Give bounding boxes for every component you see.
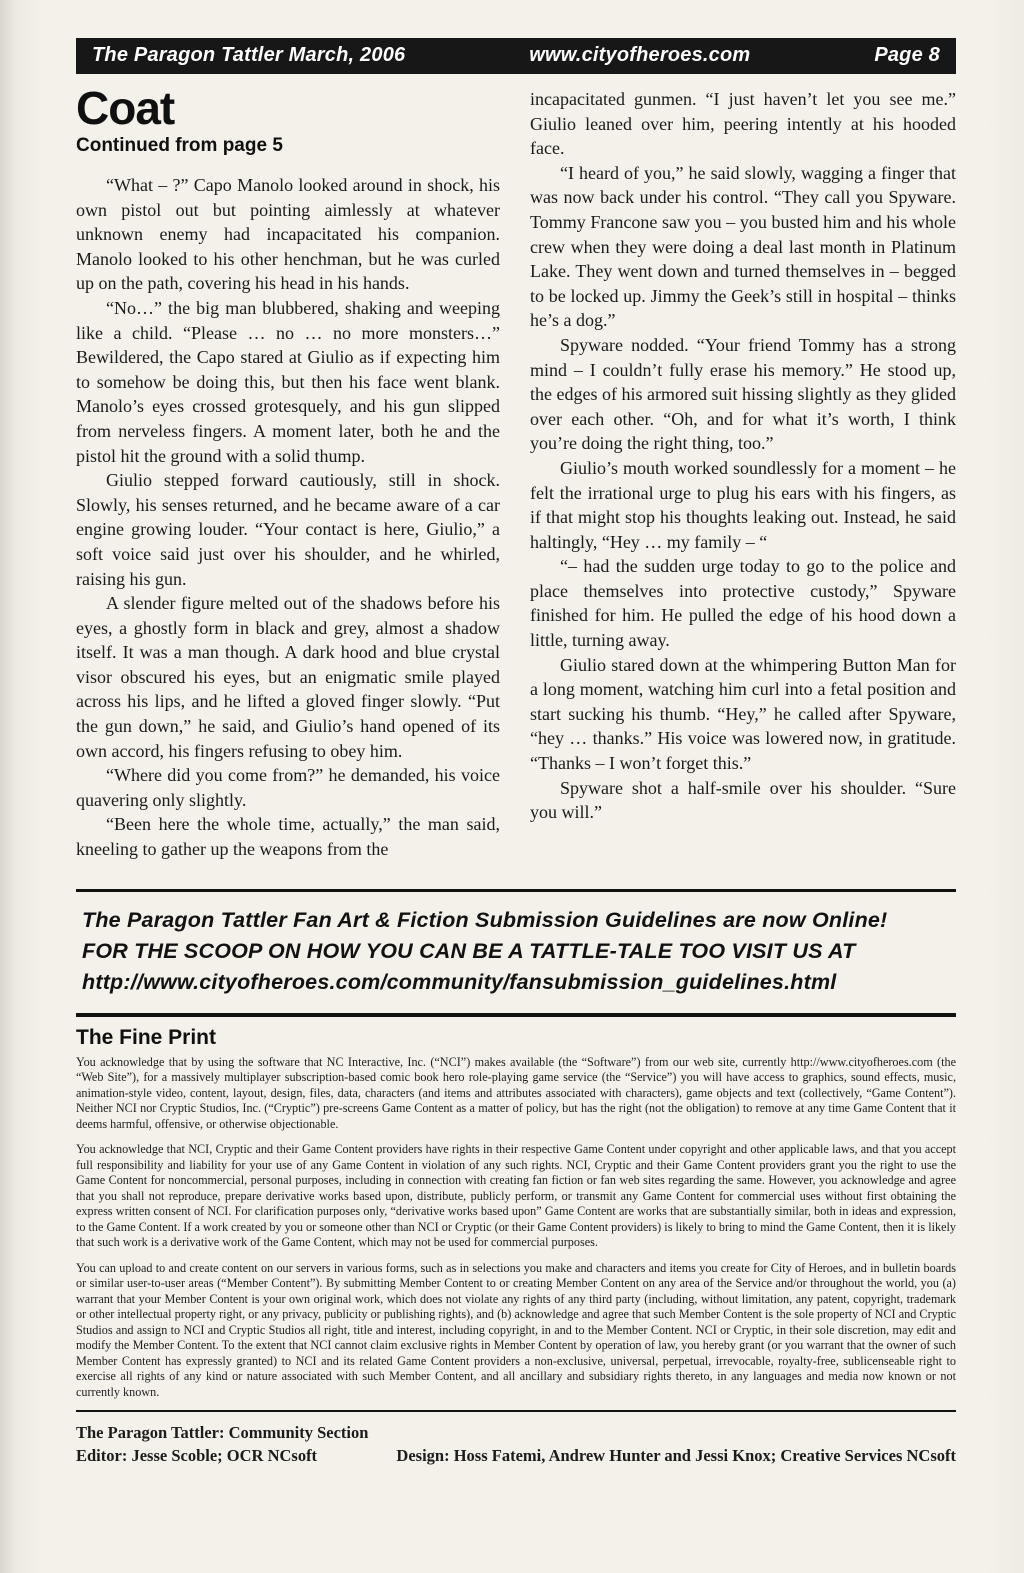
story-paragraph: Spyware shot a half-smile over his shoulder. “Sure you will.”: [530, 777, 956, 823]
fine-print-paragraph: You acknowledge that NCI, Cryptic and their Game Content providers have rights in their respective Game Content under copyright and other applicable laws, and that you accept full responsibility and liability for your use of any Game Content in violation of any such rights. NCI, Cryptic and their Game Content providers grant you the right to use the Game Content for noncommercial, personal purposes, including in connection with creating fan fiction or fan web sites regarding the same. However, you acknowledge and agree that you shall not reproduce, prepare derivative works based upon, distribute, publicly perform, or transmit any Game Content for commercial uses without first obtaining the express written consent of NCI. For clarification purposes only, “derivative works based upon” Game Content are works that are substantially similar, both in ideas and expression, to the Game Content. If a work created by you or someone other than NCI or Cryptic (or their Game Content providers) is likely to bring to mind the Game Content, then it is likely that such work is a derivative work of the Game Content, which may not be used for commercial purposes.: [76, 1142, 956, 1250]
story-paragraph: “What – ?” Capo Manolo looked around in shock, his own pistol out but pointing aimlessly at whatever unknown enemy had incapacitated his companion. Manolo looked to his other henchman, but he was curled up on the path, covering his head in his hands.: [76, 175, 500, 294]
footer-editor-credit: Editor: Jesse Scoble; OCR NCsoft: [76, 1446, 318, 1466]
story-paragraph: Giulio’s mouth worked soundlessly for a moment – he felt the irrational urge to plug his ears with his fingers, as if that might stop his thoughts leaking out. Instead, he said haltingly, “Hey … my family – “: [530, 457, 956, 552]
story-paragraph: “Been here the whole time, actually,” the man said, kneeling to gather up the weapons from the: [76, 814, 500, 860]
banner-line: http://www.cityofheroes.com/community/fansubmission_guidelines.html: [82, 969, 837, 994]
footer-section-title: The Paragon Tattler: Community Section: [76, 1423, 369, 1443]
story-paragraph: Spyware nodded. “Your friend Tommy has a strong mind – I couldn’t fully erase his memory.” He stood up, the edges of his armored suit hissing slightly as they glided over each other. “Oh, and for what it’s worth, I think you’re doing the right thing, too.”: [530, 334, 956, 454]
article-title: Coat: [76, 82, 175, 134]
submission-guidelines-banner: [76, 889, 956, 1017]
story-left-paragraphs: [76, 173, 500, 862]
story-paragraph: Giulio stared down at the whimpering Button Man for a long moment, watching him curl into a fetal position and start sucking his thumb. “Hey,” he called after Spyware, “hey … thanks.” His voice was lowered now, in gratitude. “Thanks – I won’t forget this.”: [530, 654, 956, 774]
story-paragraph: incapacitated gunmen. “I just haven’t let you see me.” Giulio leaned over him, peering intently at his hooded face.: [530, 89, 956, 159]
article-subtitle: Continued from page 5: [76, 135, 283, 156]
banner-line: FOR THE SCOOP ON HOW YOU CAN BE A TATTLE-TALE TOO VISIT US AT: [82, 938, 856, 963]
story-paragraph: “No…” the big man blubbered, shaking and weeping like a child. “Please … no … no more monsters…” Bewildered, the Capo stared at Giulio as if expecting him to somehow be doing this, but then his face went blank. Manolo’s eyes crossed grotesquely, and his gun slipped from nerveless fingers. A moment later, both he and the pistol hit the ground with a solid thump.: [76, 297, 500, 466]
story-paragraph: “I heard of you,” he said slowly, wagging a finger that was now back under his control. “They call you Spyware. Tommy Francone saw you – you busted him and his whole crew when they were doing a deal last month in Platinum Lake. They went down and turned themselves in – begged to be locked up. Jimmy the Geek’s still in hospital – thinks he’s a dog.”: [530, 162, 956, 331]
story-column-right: [530, 85, 956, 862]
fine-print-section: [76, 1025, 956, 1401]
masthead-bar: [76, 38, 956, 74]
page-footer: [76, 1410, 956, 1467]
story-paragraph: A slender figure melted out of the shadows before his eyes, a ghostly form in black and grey, almost a shadow itself. It was a man though. A dark hood and blue crystal visor obscured his eyes, but an enigmatic smile played across his lips, and he lifted a gloved finger slowly. “Put the gun down,” he said, and Giulio’s hand opened of its own accord, his fingers refusing to obey him.: [76, 593, 500, 761]
fine-print-paragraph: You can upload to and create content on our servers in various forms, such as in selections you make and characters and items you create for City of Heroes, and in bulletin boards or similar user-to-user areas (“Member Content”). By submitting Member Content to or creating Member Content on any area of the Service and/or throughout the world, you (a) warrant that your Member Content is your own original work, which does not violate any rights of any third party (including, without limitation, any patent, copyright, trademark or other intellectual property right, or any privacy, publicity or publishing rights), and (b) acknowledge and agree that such Member Content is the sole property of NCI and Cryptic Studios and assign to NCI and Cryptic Studios all right, title and interest, including copyright, in and to the Member Content. NCI or Cryptic, in their sole discretion, may edit and modify the Member Content. To the extent that NCI cannot claim exclusive rights in Member Content by operation of law, you hereby grant (or you warrant that the owner of such Member Content has expressly granted) to NCI and its related Game Content providers a non-exclusive, universal, perpetual, irrevocable, royalty-free, sublicenseable right to exercise all rights of any kind or nature associated with such Member Content, and all ancillary and subsidiary rights thereto, in any languages and media now known or not currently known.: [76, 1260, 956, 1399]
story-columns: [76, 82, 956, 862]
banner-line: The Paragon Tattler Fan Art & Fiction Submission Guidelines are now Online!: [82, 907, 888, 932]
masthead-url: www.cityofheroes.com: [529, 44, 751, 66]
story-paragraph: Giulio stepped forward cautiously, still in shock. Slowly, his senses returned, and he became aware of a car engine growing louder. “Your contact is here, Giulio,” a soft voice said just over his shoulder, and he whirled, raising his gun.: [76, 470, 500, 589]
masthead-page-number: Page 8: [874, 44, 940, 66]
fine-print-paragraphs: [76, 1055, 956, 1401]
fine-print-paragraph: You acknowledge that by using the software that NC Interactive, Inc. (“NCI”) makes available (the “Software”) from our web site, currently http://www.cityofheroes.com (the “Web Site”), for a massively multiplayer subscription-based comic book hero role-playing game service (the “Service”) you will have access to graphics, sound effects, music, animation-style video, content, layout, design, files, data, characters (and items and attributes associated with characters), game objects and text (collectively, “Game Content”). Neither NCI nor Cryptic Studios, Inc. (“Cryptic”) pre-screens Game Content as a matter of policy, but has the right (not the obligation) to remove at any time Game Content that it deems harmful, offensive, or otherwise objectionable.: [76, 1054, 956, 1131]
masthead-title: The Paragon Tattler March, 2006: [92, 44, 406, 66]
story-paragraph: “– had the sudden urge today to go to the police and place themselves into protective custody,” Spyware finished for him. He pulled the edge of his hood down a little, turning away.: [530, 556, 956, 651]
story-column-left: [76, 82, 500, 862]
story-paragraph: “Where did you come from?” he demanded, his voice quavering only slightly.: [76, 765, 500, 810]
footer-credits-left: [76, 1421, 368, 1467]
footer-design-credit: Design: Hoss Fatemi, Andrew Hunter and Jessi Knox; Creative Services NCsoft: [396, 1446, 956, 1466]
fine-print-title: The Fine Print: [76, 1025, 217, 1049]
